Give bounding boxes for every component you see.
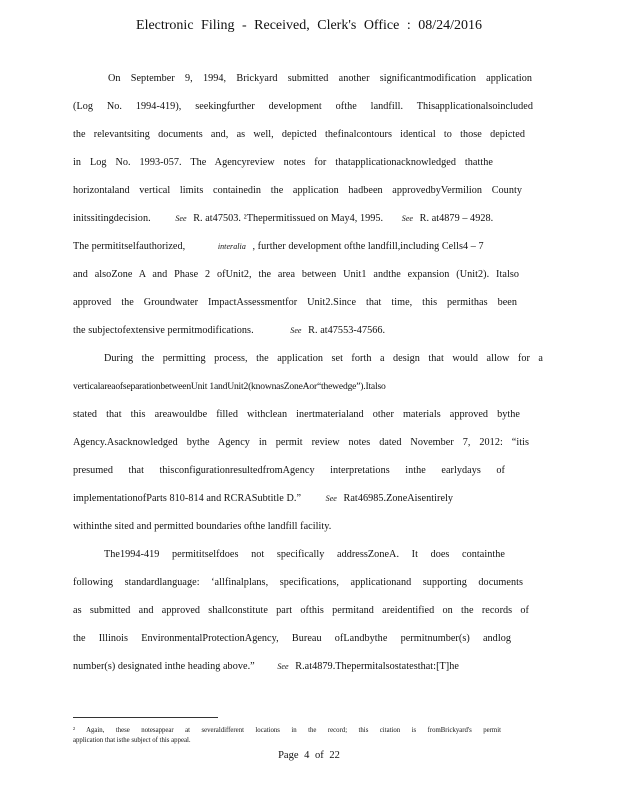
text-segment: Rat46985.ZoneAisentirely bbox=[343, 493, 454, 504]
citation-signal: See bbox=[325, 494, 337, 503]
text-segment: the subjectofextensive permitmodifications. bbox=[73, 325, 254, 336]
footnote-line1: ² Again, these notesappear at severaldifferent locations in the record; this citation is fromBrickyard's permit bbox=[73, 727, 501, 734]
document-header: Electronic Filing - Received, Clerk's Office : 08/24/2016 bbox=[136, 18, 482, 33]
text-segment: , further development ofthe landfill,including Cells4 – 7 bbox=[252, 241, 484, 252]
para2-line1: During the permitting process, the application set forth a design that would allow for a bbox=[104, 353, 543, 364]
citation-signal: See bbox=[290, 326, 302, 335]
para3-line1: The1994-419 permititselfdoes not specifically addressZoneA. It does containthe bbox=[104, 549, 505, 560]
footnote-line2: application that isthe subject of this appeal. bbox=[73, 737, 191, 744]
para1-line8: and alsoZone A and Phase 2 ofUnit2, the area between Unit1 andthe expansion (Unit2). Italso bbox=[73, 269, 519, 280]
citation-signal: See bbox=[175, 214, 187, 223]
citation-signal: See bbox=[277, 662, 289, 671]
para3-line2: following standardlanguage: ‘allfinalplans, specifications, applicationand supporting documents bbox=[73, 577, 523, 588]
citation-signal: See bbox=[401, 214, 414, 223]
para3-line5 bbox=[73, 661, 543, 672]
text-segment: The permititselfauthorized, bbox=[73, 241, 186, 252]
para1-line9: approved the Groundwater ImpactAssessmentfor Unit2.Since that time, this permithas been bbox=[73, 297, 517, 308]
text-segment: R. at47553-47566. bbox=[308, 325, 386, 336]
para2-line3: stated that this areawouldbe filled withclean inertmaterialand other materials approved bythe bbox=[73, 409, 520, 420]
footnote-rule bbox=[73, 717, 218, 718]
para2-line6 bbox=[73, 493, 543, 504]
para2-line5: presumed that thisconfigurationresultedfromAgency interpretations inthe earlydays of bbox=[73, 465, 505, 476]
para1-line5: horizontaland vertical limits containedin the application hadbeen approvedbyVermilion County bbox=[73, 185, 522, 196]
text-segment: R. at47503. ²Thepermitissued on May4, 1995. bbox=[193, 213, 384, 224]
para1-line10 bbox=[73, 325, 543, 336]
para1-line1: On September 9, 1994, Brickyard submitted another significantmodification application bbox=[108, 73, 532, 84]
para1-line7 bbox=[73, 241, 543, 252]
text-segment: number(s) designated inthe heading above.” bbox=[73, 661, 255, 672]
para3-line3: as submitted and approved shallconstitute part ofthis permitand areidentified on the records of bbox=[73, 605, 529, 616]
text-segment: initssitingdecision. bbox=[73, 213, 151, 224]
para1-line4: in Log No. 1993-057. The Agencyreview notes for thatapplicationacknowledged thatthe bbox=[73, 157, 493, 168]
para2-line7: withinthe sited and permitted boundaries ofthe landfill facility. bbox=[73, 521, 332, 532]
latin-phrase: interalia bbox=[217, 242, 246, 251]
para2-line2: verticalareaofseparationbetweenUnit 1andUnit2(knownasZoneAor“thewedge”).Italso bbox=[73, 381, 386, 392]
text-segment: implementationofParts 810-814 and RCRASubtitle D.” bbox=[73, 493, 302, 504]
para3-line4: the Illinois EnvironmentalProtectionAgency, Bureau ofLandbythe permitnumber(s) andlog bbox=[73, 633, 511, 644]
para1-line6 bbox=[73, 213, 543, 224]
para1-line3: the relevantsiting documents and, as well, depicted thefinalcontours identical to those depicted bbox=[73, 129, 525, 140]
text-segment: R.at4879.Thepermitalsostatesthat:[T]he bbox=[295, 661, 459, 672]
para2-line4: Agency.Asacknowledged bythe Agency in permit review notes dated November 7, 2012: “itis bbox=[73, 437, 529, 448]
page-number: Page 4 of 22 bbox=[278, 750, 340, 761]
text-segment: R. at4879 – 4928. bbox=[419, 213, 494, 224]
para1-line2: (Log No. 1994-419), seekingfurther development ofthe landfill. Thisapplicationalsoincluded bbox=[73, 101, 533, 112]
